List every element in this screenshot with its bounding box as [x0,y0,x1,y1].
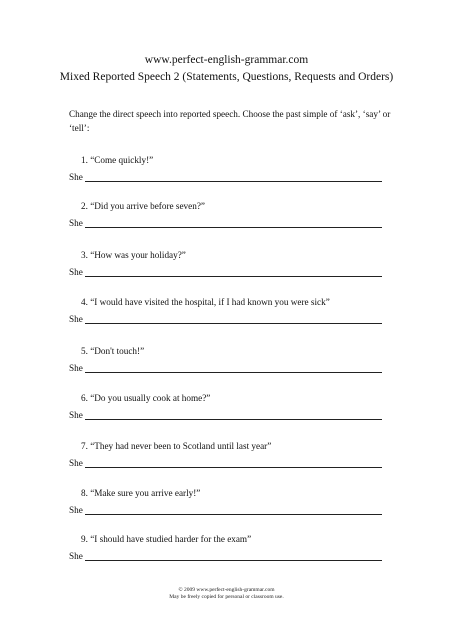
answer-line[interactable] [85,560,382,561]
question-text: 7. “They had never been to Scotland until last year” [81,441,272,451]
answer-prefix: She [69,267,83,277]
answer-prefix: She [69,314,83,324]
answer-row[interactable] [69,504,382,516]
answer-prefix: She [69,505,83,515]
answer-row[interactable] [69,362,382,374]
question-text: 2. “Did you arrive before seven?” [81,201,205,211]
answer-row[interactable] [69,550,382,562]
answer-line[interactable] [85,514,382,515]
question-text: 8. “Make sure you arrive early!” [81,488,201,498]
answer-prefix: She [69,458,83,468]
answer-prefix: She [69,172,83,182]
answer-prefix: She [69,410,83,420]
question-text: 1. “Come quickly!” [81,155,154,165]
answer-prefix: She [69,363,83,373]
question-text: 3. “How was your holiday?” [81,250,186,260]
question-text: 5. “Don't touch!” [81,346,145,356]
answer-row[interactable] [69,457,382,469]
answer-line[interactable] [85,227,382,228]
site-url: www.perfect-english-grammar.com [144,54,309,66]
answer-line[interactable] [85,419,382,420]
answer-line[interactable] [85,181,382,182]
answer-row[interactable] [69,217,382,229]
answer-prefix: She [69,551,83,561]
answer-prefix: She [69,218,83,228]
question-text: 4. “I would have visited the hospital, if I had known you were sick” [81,297,330,307]
answer-line[interactable] [85,276,382,277]
footer [0,587,453,601]
question-text: 6. “Do you usually cook at home?” [81,393,211,403]
answer-row[interactable] [69,313,382,325]
instructions: Change the direct speech into reported speech. Choose the past simple of ‘ask’, ‘say’ or ‘tell’: [69,109,391,133]
usage-note: May be freely copied for personal or classroom use. [169,594,284,600]
answer-line[interactable] [85,323,382,324]
worksheet-title: Mixed Reported Speech 2 (Statements, Questions, Requests and Orders) [59,71,394,83]
answer-line[interactable] [85,467,382,468]
answer-row[interactable] [69,266,382,278]
answer-row[interactable] [69,171,382,183]
copyright-line: © 2009 www.perfect-english-grammar.com [178,587,275,593]
answer-row[interactable] [69,409,382,421]
answer-line[interactable] [85,372,382,373]
question-text: 9. “I should have studied harder for the exam” [81,534,252,544]
